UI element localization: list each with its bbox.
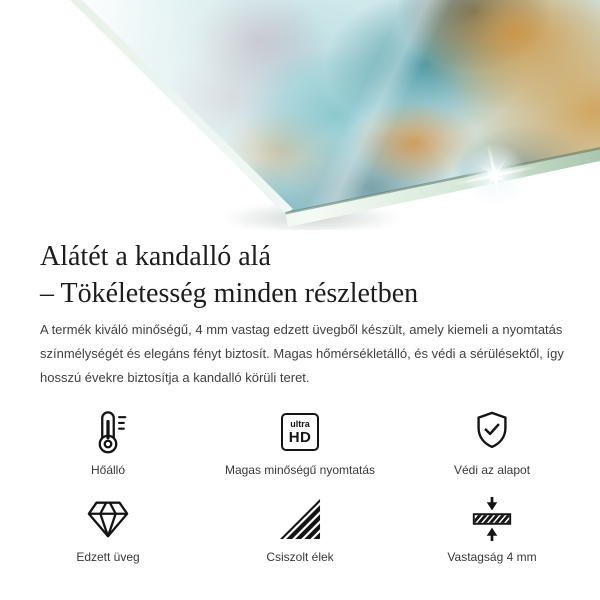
product-description <box>0 318 600 390</box>
feature-heat-resistant <box>12 408 204 477</box>
title-line-1: Alátét a kandalló alá <box>40 241 271 272</box>
feature-label: Magas minőségű nyomtatás <box>224 463 376 477</box>
feature-label: Vastagság 4 mm <box>447 550 537 564</box>
feature-label: Védi az alapot <box>453 463 531 477</box>
feature-label: Edzett üveg <box>76 550 140 564</box>
feature-label: Hőálló <box>90 463 126 477</box>
description-line: A termék kiváló minőségű, 4 mm vastag edzett üvegből készült, amely kiemeli a nyomtatás <box>40 322 563 337</box>
thermometer-icon <box>85 408 131 456</box>
product-image <box>0 0 600 230</box>
feature-label: Csiszolt élek <box>266 550 334 564</box>
feature-polished-edges <box>204 495 396 564</box>
feature-grid <box>0 408 600 564</box>
uhd-badge-top: ultra <box>290 418 310 429</box>
thickness-icon <box>469 495 515 543</box>
sparkle-highlight-icon <box>452 132 538 218</box>
product-description-section <box>0 238 600 564</box>
feature-tempered-glass <box>12 495 204 564</box>
feature-print-quality <box>204 408 396 477</box>
shield-check-icon <box>469 408 515 456</box>
diamond-icon <box>85 495 131 543</box>
polished-edges-icon <box>277 495 323 543</box>
title-line-2: – Tökéletesség minden részletben <box>40 278 419 309</box>
feature-thickness <box>396 495 588 564</box>
section-title <box>0 238 600 312</box>
description-line: színmélységét és elegáns fényt biztosít. Magas hőmérsékletálló, és védi a sérülésektől, így <box>40 346 564 361</box>
uhd-badge-bottom: HD <box>288 428 312 446</box>
feature-protects-base <box>396 408 588 477</box>
description-line: hosszú évekre biztosítja a kandalló körüli teret. <box>40 370 310 385</box>
ultra-hd-icon <box>281 408 319 456</box>
